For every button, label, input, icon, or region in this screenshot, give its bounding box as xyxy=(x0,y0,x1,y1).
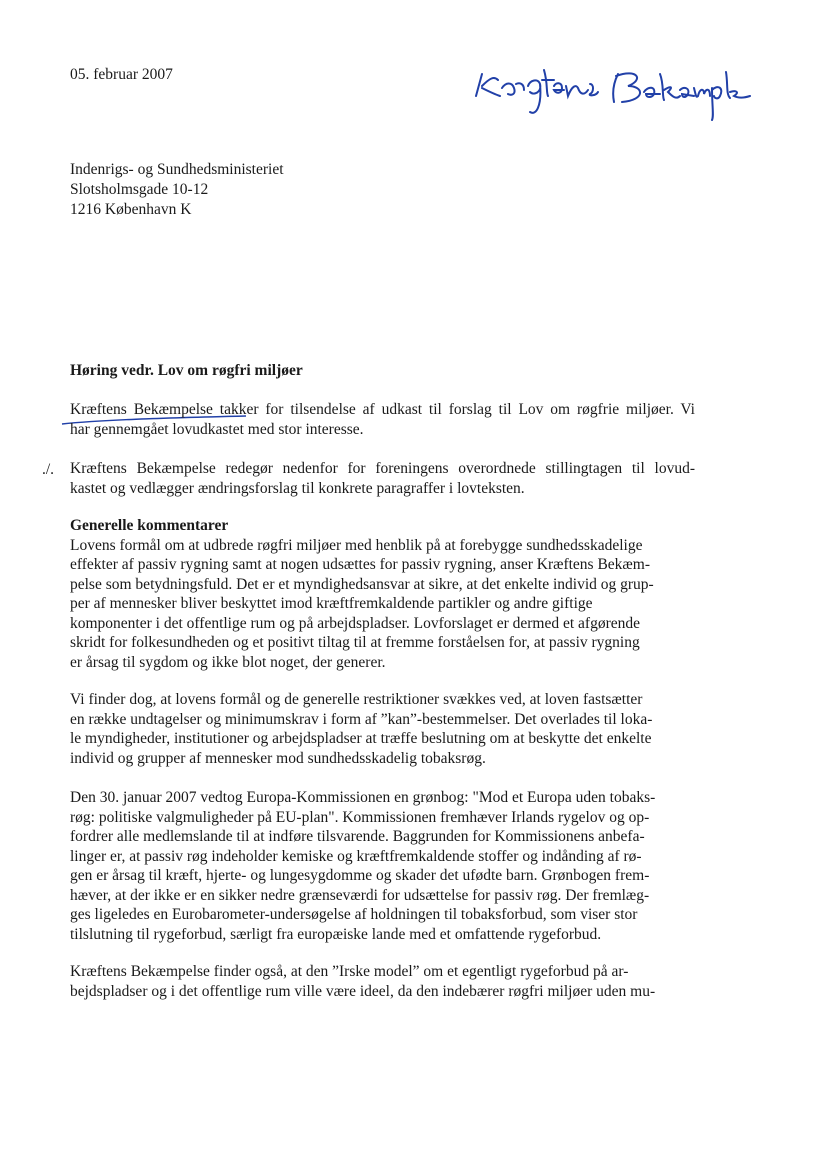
text-line: skridt for folkesundheden og et positivt tiltag til at fremme forståelsen for, at passiv rygning xyxy=(70,634,640,651)
text-line: Den 30. januar 2007 vedtog Europa-Kommissionen en grønbog: "Mod et Europa uden tobaks- xyxy=(70,789,656,806)
text-line: gen er årsag til kræft, hjerte- og lungesygdomme og skader det ufødte barn. Grønbogen frem- xyxy=(70,867,650,884)
letter-subject: Høring vedr. Lov om røgfri miljøer xyxy=(70,362,303,379)
text-line: ges ligeledes en Eurobarometer-undersøgelse af holdningen til tobaksforbud, som viser stor xyxy=(70,906,638,923)
recipient-address xyxy=(70,160,284,220)
text-line: en række undtagelser og minimumskrav i form af ”kan”-bestemmelser. Det overlades til loka- xyxy=(70,710,653,728)
text-line: hæver, at der ikke er en sikker nedre grænseværdi for udsættelse for passiv røg. Der fremlæg- xyxy=(70,886,650,904)
paragraph-eu-greenpaper xyxy=(70,788,695,944)
handwritten-signature xyxy=(468,56,758,126)
text-line: bejdspladser og i det offentlige rum ville være ideel, da den indebærer røgfri miljøer uden mu- xyxy=(70,982,656,1000)
text-line: fordrer alle medlemslande til at indføre tilsvarende. Baggrunden for Kommissionens anbefa- xyxy=(70,828,645,845)
recipient-line: Slotsholmsgade 10-12 xyxy=(70,181,209,198)
text-line: Lovens formål om at udbrede røgfri miljøer med henblik på at forebygge sundhedsskadelige xyxy=(70,536,643,554)
intro-paragraph xyxy=(70,400,695,439)
paragraph-exceptions xyxy=(70,690,695,768)
paragraph-irish-model xyxy=(70,962,695,1001)
text-line: komponenter i det offentlige rum og på arbejdspladser. Lovforslaget er dermed et afgørende xyxy=(70,614,640,632)
text-line: individ og grupper af mennesker mod sundhedsskadelig tobaksrøg. xyxy=(70,749,486,767)
text-line: kastet og vedlægger ændringsforslag til konkrete paragraffer i lovteksten. xyxy=(70,479,525,497)
text-line: per af mennesker bliver beskyttet imod kræftfremkaldende partikler og andre giftige xyxy=(70,595,593,612)
text-line: Kræftens Bekæmpelse finder også, at den ”Irske model” om et egentligt rygeforbud på ar- xyxy=(70,963,629,980)
text-line: røg: politiske valgmuligheder på EU-plan". Kommissionen fremhæver Irlands rygelov og op- xyxy=(70,808,650,826)
text-line: er årsag til sygdom og ikke blot noget, der generer. xyxy=(70,653,386,671)
text-line: Kræftens Bekæmpelse redegør nedenfor for foreningens overordnede stillingtagen til lovud- xyxy=(70,460,695,477)
text-line: har gennemgået lovudkastet med stor interesse. xyxy=(70,420,364,438)
text-line: effekter af passiv rygning samt at nogen udsættes for passiv rygning, anser Kræftens Bekæm- xyxy=(70,556,650,573)
text-line: le myndigheder, institutioner og arbejdspladser at træffe beslutning om at beskytte det enkelte xyxy=(70,730,652,747)
enclosure-paragraph xyxy=(70,459,695,498)
section-heading: Generelle kommentarer xyxy=(70,517,229,534)
recipient-line: 1216 København K xyxy=(70,201,192,218)
text-line: pelse som betydningsfuld. Det er et myndighedsansvar at sikre, at det enkelte individ og grup- xyxy=(70,575,654,593)
letter-date: 05. februar 2007 xyxy=(70,66,173,83)
enclosure-mark: ./. xyxy=(42,461,55,478)
text-line: tilslutning til rygeforbud, særligt fra europæiske lande med et omfattende rygeforbud. xyxy=(70,925,602,943)
text-line: Kræftens Bekæmpelse takker for tilsendelse af udkast til forslag til Lov om røgfrie miljøer. Vi xyxy=(70,401,695,418)
text-line: Vi finder dog, at lovens formål og de generelle restriktioner svækkes ved, at loven fastsætter xyxy=(70,691,643,708)
general-comments-section xyxy=(70,516,695,672)
text-line: linger er, at passiv røg indeholder kemiske og kræftfremkaldende stoffer og indånding af rø- xyxy=(70,847,642,865)
recipient-line: Indenrigs- og Sundhedsministeriet xyxy=(70,161,284,178)
